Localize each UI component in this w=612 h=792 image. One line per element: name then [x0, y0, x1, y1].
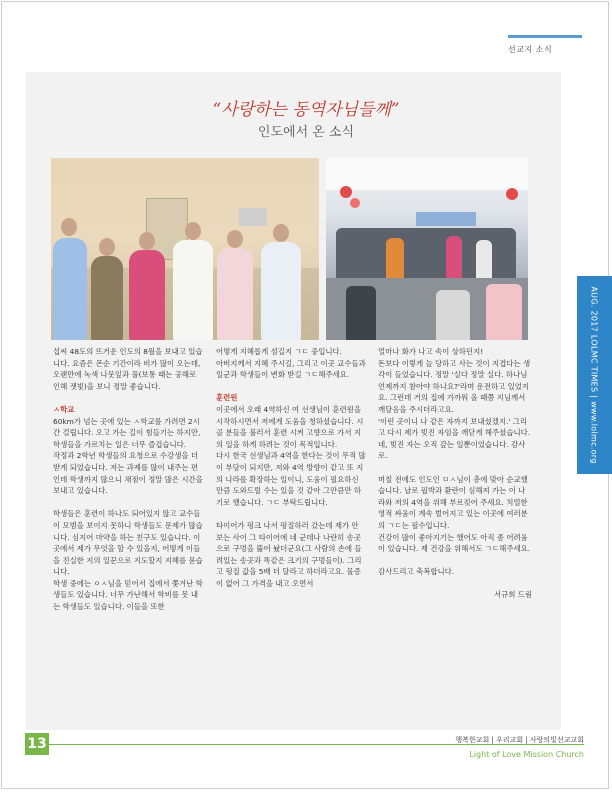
person-head-icon: [99, 238, 115, 256]
person-head-icon: [227, 230, 243, 248]
footer-church-names: 행복한교회 | 우리교회 | 사랑의빛선교교회: [455, 736, 584, 744]
footer-church-english: Light of Love Mission Church: [469, 750, 584, 759]
paragraph: 섭씨 48도의 뜨거운 인도의 8월을 보내고 있습니다. 요즘은 몬순 기간이라 비가 많이 오는데, 오랜만에 녹색 나뭇잎과 풀(보통 때는 공해로 인해 잿빛)을 보니 정말 좋습니다.: [53, 347, 203, 391]
article-column-2: [216, 346, 366, 589]
person-icon: [217, 248, 253, 340]
banner-icon: [416, 212, 476, 226]
article-title: “사랑하는 동역자님들께”: [212, 100, 400, 120]
page-number: 13: [25, 733, 49, 755]
section-heading: ㅅ학교: [53, 404, 75, 414]
ceiling: [326, 158, 528, 190]
person-head-icon: [61, 218, 77, 236]
paragraph: 60km가 넘는 곳에 있는 ㅅ학교를 가려면 2시간 걸립니다. 오고 가는 길이 힘들기는 하지만, 학생들을 가르치는 일은 너무 즐겁습니다.: [53, 416, 201, 449]
article-column-1: [53, 346, 203, 613]
paragraph: 어떻게 지혜롭게 섬길지 ㄱㄷ 중입니다.: [216, 347, 342, 356]
paragraph: 작정과 2학년 학생들의 요청으로 수강생을 더 받게 되었습니다. 저는 과제를 많이 내주는 편인데 학생까지 많으니 채점이 정말 많은 시간을 보내고 있습니다.: [53, 451, 203, 496]
person-icon: [261, 242, 301, 340]
balloon-icon: [340, 186, 352, 198]
person-icon: [476, 240, 492, 278]
article-column-3: [378, 346, 532, 601]
paragraph: 다시 한국 선생님과 4역을 한다는 것이 무적 많이 부담이 되지만, 저와 4역 방향이 같고 또 지의 나라를 확장하는 일이니, 도움이 필요하신 만큼 도와드릴 수는 있을 것 같아 그만큼만 하기로 했습니다. ㄱㄷ 부탁드립니다.: [216, 451, 366, 507]
closing-line: 감사드리고 축복합니다.: [378, 567, 455, 577]
paragraph: 학생 중에는 ㅇㅅ님을 믿어서 집에서 쫓겨난 학생들도 있습니다. 너무 가난해서 학비를 못 내는 학생들도 있습니다. 이들을 또한: [53, 578, 203, 612]
paragraph: 아버지께서 지혜 주시길, 그리고 이곳 교수들과 일군과 학생들이 변화 받길 ㄱㄷ해주세요.: [216, 358, 366, 380]
signature: 서규희 드림: [493, 590, 532, 600]
section-heading: 훈련원: [216, 393, 238, 403]
person-icon: [129, 250, 165, 340]
air-conditioner-icon: [239, 208, 267, 226]
person-icon: [53, 238, 87, 340]
paragraph: 돈보다 이렇게 늘 당하고 사는 것이 지겹다는 생각이 들었습니다. 정말 '실다 정말 실다. 하나님 언제까지 참아야 하나요?'라며 운전하고 있었지요. 그런데 거의 집에 가까워 올 때쯤 지님께서 깨달음을 주시더라고요.: [378, 358, 531, 414]
person-icon: [173, 240, 213, 340]
section-label: 선교지 소식: [508, 45, 553, 54]
person-icon: [446, 236, 462, 278]
person-icon: [436, 290, 470, 340]
person-head-icon: [273, 224, 289, 242]
header-accent-bar: [508, 35, 582, 38]
paragraph: 학생들은 훈련이 하나도 되어있지 않고 교수들이 모범을 보이지 못하니 학생들도 문제가 많습니다. 심지어 마약을 하는 친구도 있습니다. 이곳에서 제가 무엇을 할 수 있을지, 어떻게 이들을 진실한 지의 일꾼으로 지도할지 지혜를 묻습니다.: [53, 509, 203, 577]
balloon-icon: [350, 198, 360, 208]
person-icon: [386, 238, 404, 278]
person-head-icon: [139, 232, 155, 250]
paragraph: 타이어가 펑크 나서 펑질하러 갔는데 제가 안 보는 사이 그 타이어에 네 군데나 나란히 송곳으로 구멍을 뚫어 놨더군요(그 사람의 손에 들려있는 송곳과 똑같은 크기의 구멍들이). 그리고 펑질 값을 5배 더 달라고 하더라고요. 물증이 없어 그 가격을 내고 오면서: [216, 520, 362, 588]
article-subtitle: 인도에서 온 소식: [257, 125, 355, 140]
paragraph: 이곳에서 오래 4역하신 여 선생님이 훈련원을 시작하시면서 저에게 도움을 청하셨습니다. 시골 분들을 불러서 훈련 시켜 고향으로 가서 지의 일을 하게 하려는 것이 목적입니다.: [216, 404, 364, 449]
group-photo-women: [51, 158, 319, 340]
paragraph: 며칠 전에도 인도인 ㅁㅅ님이 총에 맞아 순교했습니다. 날로 핍박과 환란이 심해져 가는 이 나라와 저의 4역을 위해 부르짖어 주세요. 치열한 영적 싸움이 계속 벌어지고 있는 이곳에 여러분의 ㄱㄷ는 필수입니다.: [378, 474, 528, 530]
group-photo-classroom: [326, 158, 528, 340]
person-icon: [346, 286, 376, 340]
balloon-icon: [506, 188, 518, 200]
person-head-icon: [185, 222, 201, 240]
side-tab-text: AUG. 2017 LOLMC TIMES | www.lolmc.org: [589, 286, 599, 464]
person-icon: [486, 284, 522, 340]
paragraph: 얼마나 화가 나고 속이 상하던지!: [378, 347, 484, 356]
paragraph: 건강이 많이 좋아지기는 했어도 아직 좀 어려움이 있습니다. 제 건강을 위해서도 ㄱㄷ해주세요.: [378, 532, 531, 554]
paragraph: '이런 곳이니 나 같은 자까지 보내셨겠지.' 그리고 다시 제가 빚진 자임을 깨닫게 해주셨습니다. 네, 빚진 자는 오직 갚는 일뿐이었습니다. 감사로.: [378, 416, 531, 461]
person-icon: [91, 256, 123, 340]
